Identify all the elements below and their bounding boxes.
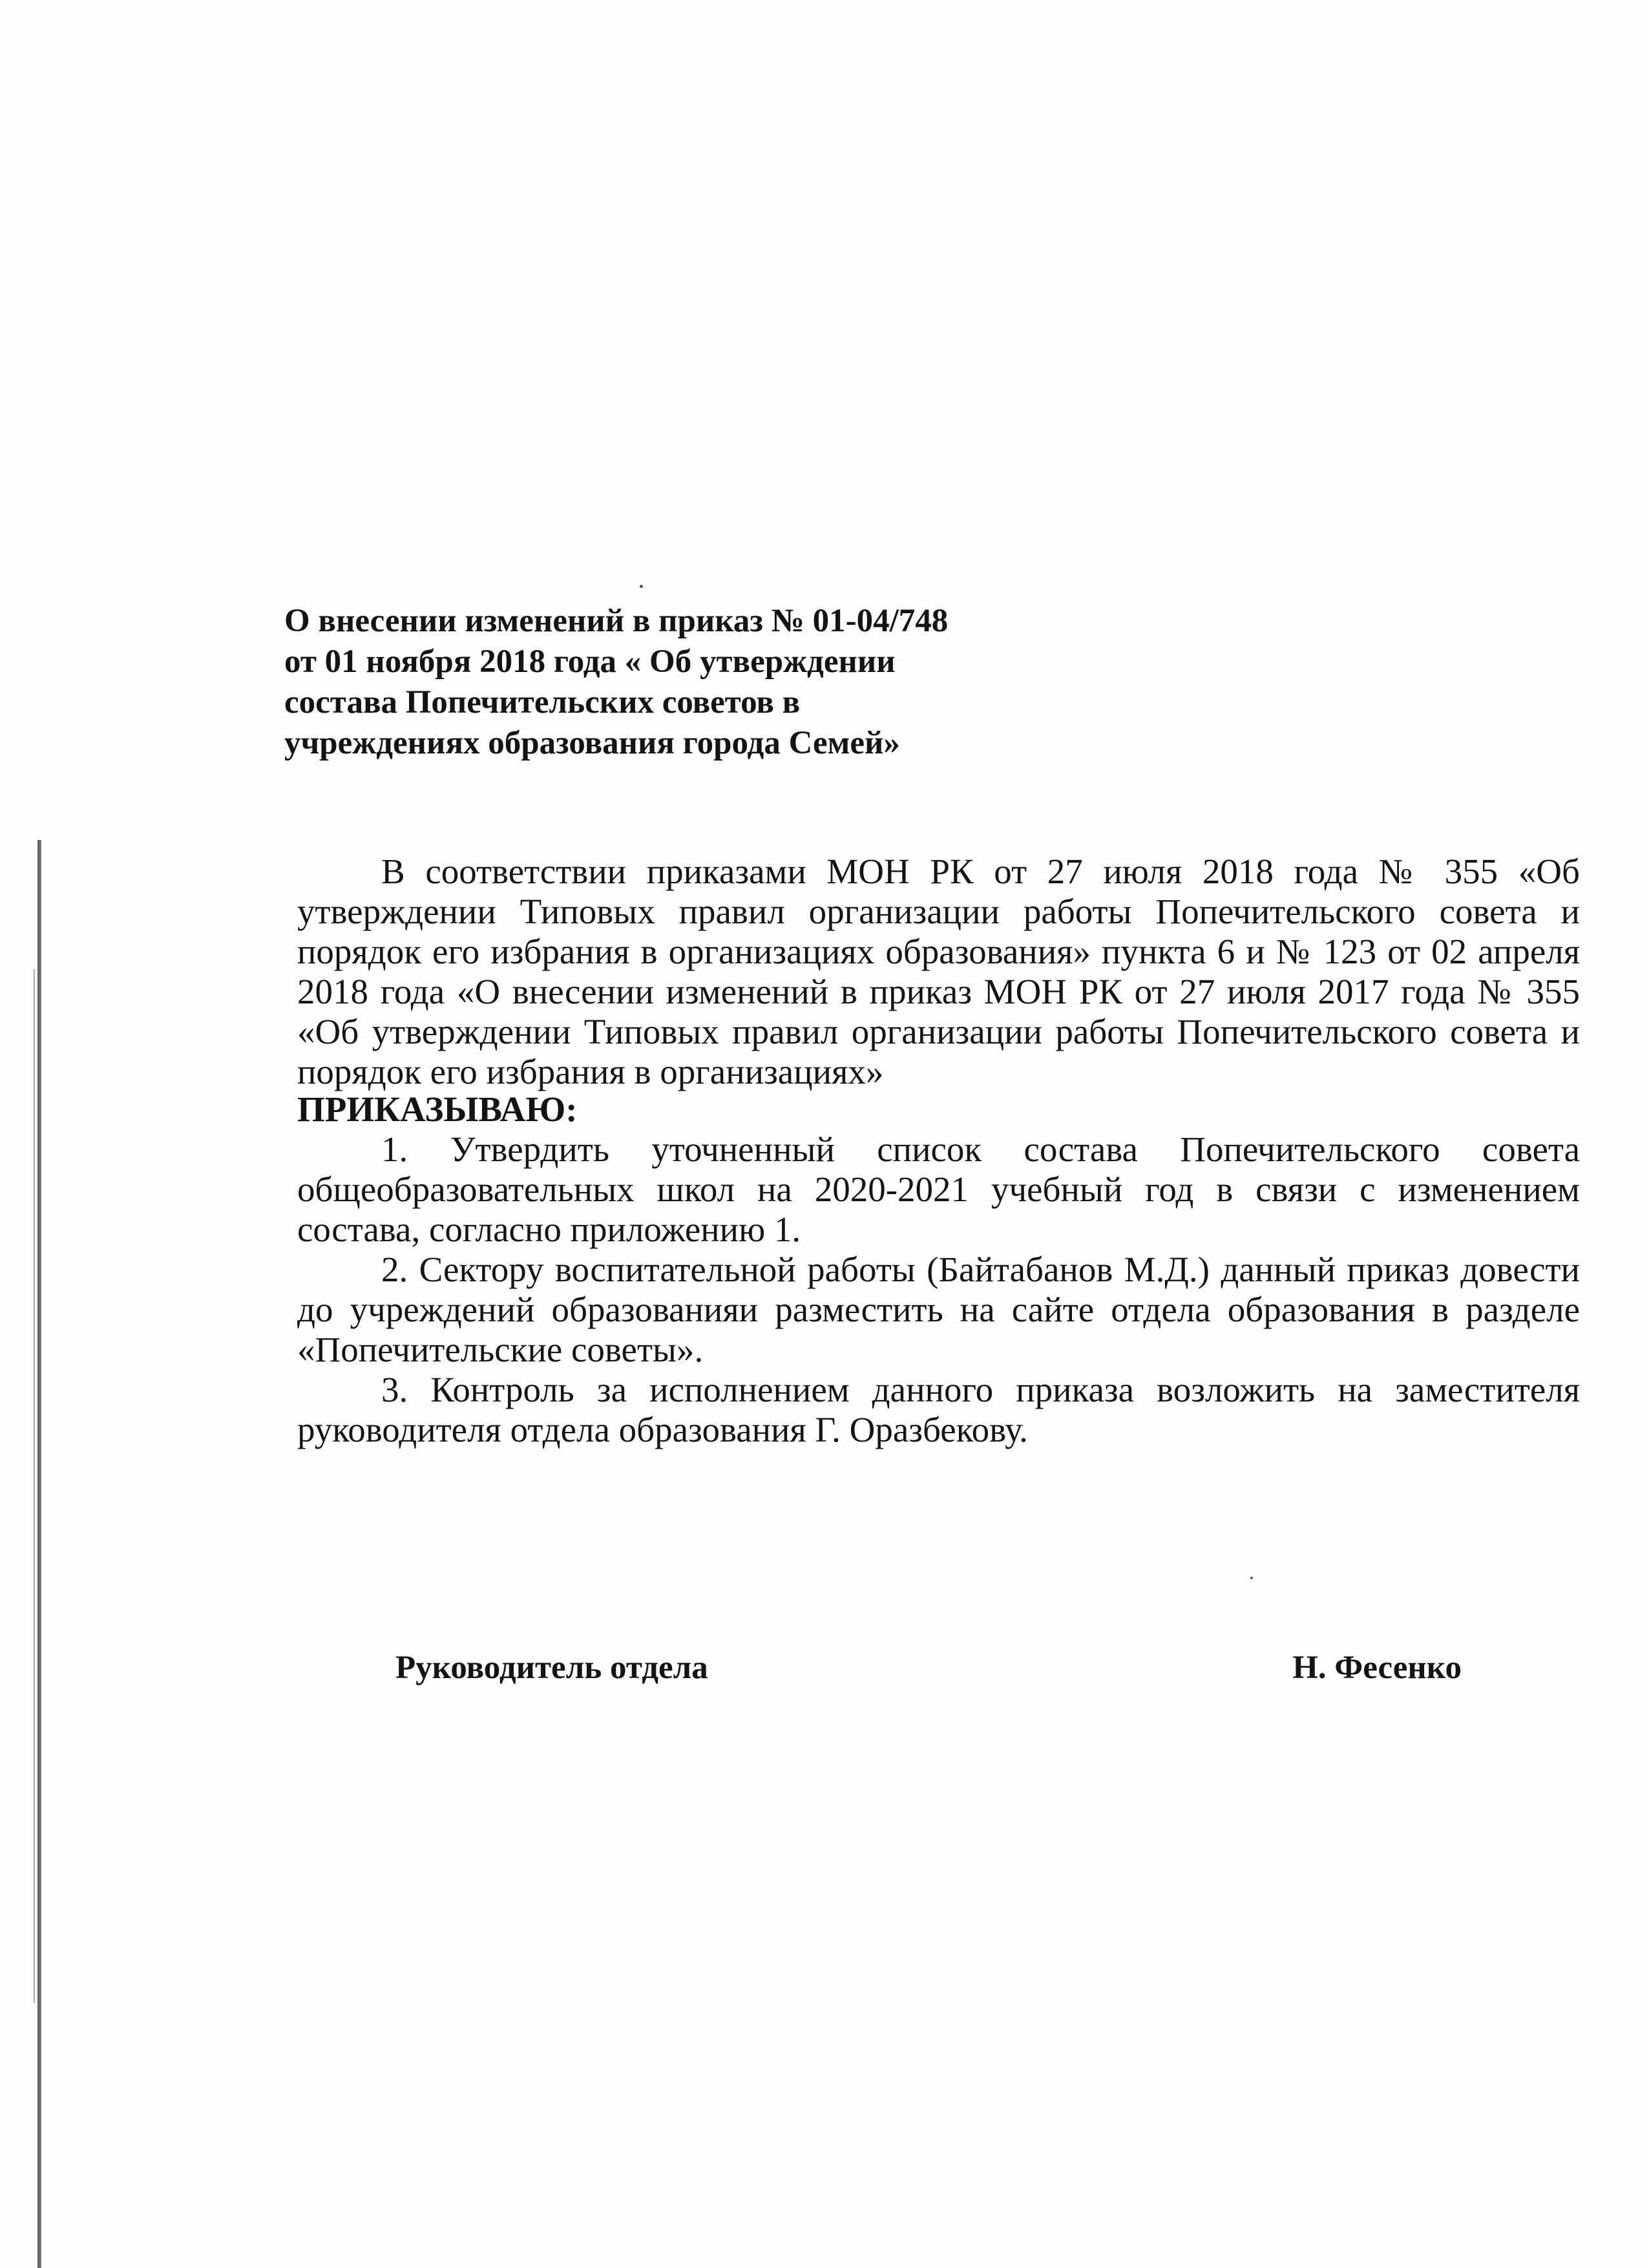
signature-name: Н. Фесенко	[1292, 1650, 1462, 1686]
title-line: состава Попечительских советов в	[284, 684, 801, 720]
document-title	[284, 601, 1124, 764]
scan-speck	[1250, 1577, 1253, 1579]
order-item: 1. Утвердить уточненный список состава Попечительского совета общеобразовательных школ на 2020-2021 учебный год в связи с изменением состава, согласно приложению 1.	[297, 1129, 1580, 1249]
preamble-paragraph: В соответствии приказами МОН РК от 27 июля 2018 года № 355 «Об утверждении Типовых правил организации работы Попечительского совета и порядок его избрания в организациях образования» пункта 6 и № 123 от 02 апреля 2018 года «О внесении изменений в приказ МОН РК от 27 июля 2017 года № 355 «Об утверждении Типовых правил организации работы Попечительского совета и порядок его избрания в организациях»	[297, 852, 1580, 1091]
order-word: ПРИКАЗЫВАЮ:	[297, 1089, 578, 1129]
scan-edge-line	[34, 969, 35, 2003]
document-body	[297, 852, 1580, 1450]
signature-position: Руководитель отдела	[395, 1650, 708, 1686]
title-line: О внесении изменений в приказ № 01-04/748	[284, 603, 949, 639]
order-item: 2. Сектору воспитательной работы (Байтабанов М.Д.) данный приказ довести до учреждений образованияи разместить на сайте отдела образования в разделе «Попечительские советы».	[297, 1250, 1580, 1369]
order-item: 3. Контроль за исполнением данного приказа возложить на заместителя руководителя отдела образования Г. Оразбекову.	[297, 1370, 1580, 1449]
scan-speck	[640, 585, 643, 588]
scan-edge-shadow	[37, 840, 41, 2268]
signature-row	[395, 1649, 1462, 1686]
title-line: от 01 ноября 2018 года « Об утверждении	[284, 644, 896, 680]
title-line: учреждениях образования города Семей»	[284, 725, 900, 761]
